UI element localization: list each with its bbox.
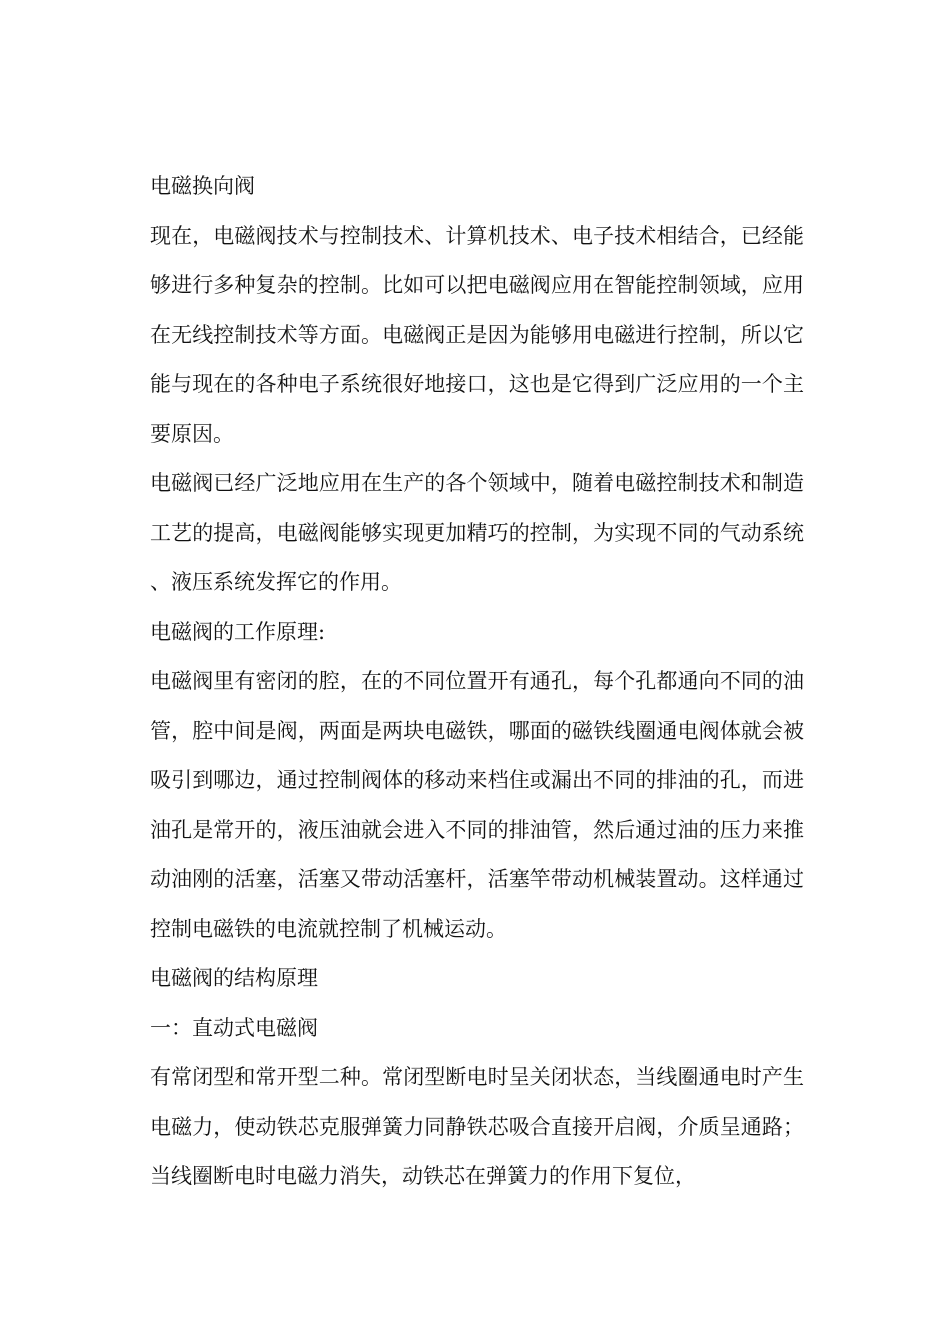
heading-solenoid-directional-valve: 电磁换向阀 (150, 174, 255, 198)
paragraph-working-principle: 电磁阀里有密闭的腔，在的不同位置开有通孔，每个孔都通向不同的油管，腔中间是阀，两面是两块电磁铁，哪面的磁铁线圈通电阀体就会被吸引到哪边，通过控制阀体的移动来档住或漏出不同的排油的孔，而进油孔是常开的，液压油就会进入不同的排油管，然后通过油的压力来推动油刚的活塞，活塞又带动活塞杆，活塞竿带动机械装置动。这样通过控制电磁铁的电流就控制了机械运动。 (150, 669, 804, 941)
paragraph-application-fields: 电磁阀已经广泛地应用在生产的各个领域中，随着电磁控制技术和制造工艺的提高，电磁阀能够实现更加精巧的控制，为实现不同的气动系统、液压系统发挥它的作用。 (150, 471, 804, 594)
paragraph-technology-integration: 现在，电磁阀技术与控制技术、计算机技术、电子技术相结合，已经能够进行多种复杂的控制。比如可以把电磁阀应用在智能控制领域，应用在无线控制技术等方面。电磁阀正是因为能够用电磁进行控制，所以它能与现在的各种电子系统很好地接口，这也是它得到广泛应用的一个主要原因。 (150, 223, 804, 446)
heading-structure-principle: 电磁阀的结构原理 (150, 966, 318, 990)
heading-working-principle: 电磁阀的工作原理: (150, 619, 326, 644)
paragraph-direct-acting-description: 有常闭型和常开型二种。常闭型断电时呈关闭状态，当线圈通电时产生电磁力，使动铁芯克服弹簧力同静铁芯吸合直接开启阀，介质呈通路；当线圈断电时电磁力消失，动铁芯在弹簧力的作用下复位， (150, 1065, 804, 1188)
heading-direct-acting-valve: 一：直动式电磁阀 (150, 1015, 318, 1040)
document-body (150, 162, 804, 1202)
